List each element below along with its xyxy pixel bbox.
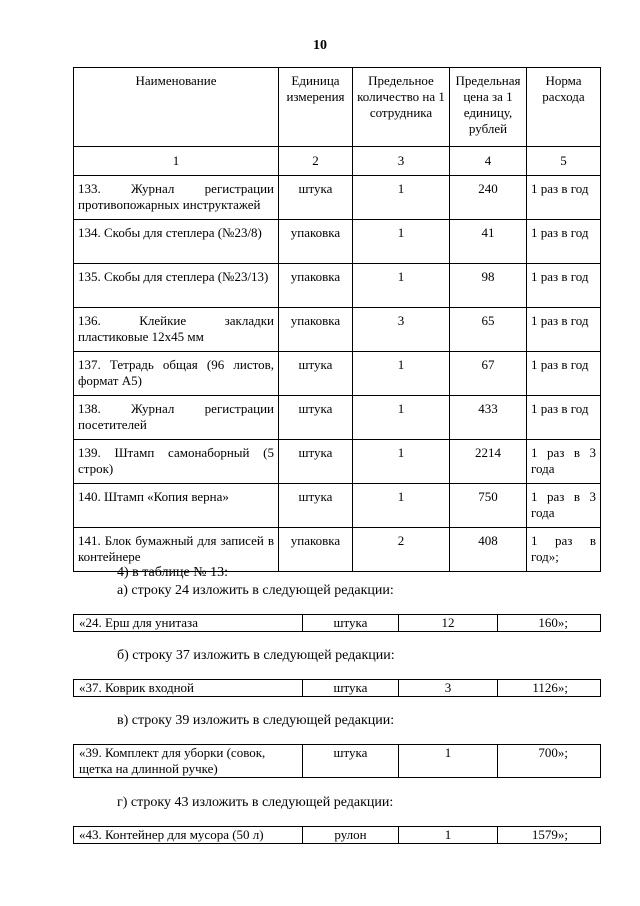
header-name: Наименование [74,68,279,147]
item-unit: упаковка [279,220,353,264]
item-price: 1126»; [498,680,601,697]
item-unit: штука [303,745,399,778]
item-name: 133. Журнал регистрации противопожарных инструктажей [74,176,279,220]
table-row [74,220,601,264]
item-unit: штука [303,615,399,632]
item-name: «24. Ерш для унитаза [74,615,303,632]
item-name: 138. Журнал регистрации посетителей [74,396,279,440]
item-name: 139. Штамп самонаборный (5 строк) [74,440,279,484]
item-unit: штука [303,680,399,697]
table-row [74,484,601,528]
column-number: 5 [527,147,601,176]
item-qty: 1 [353,484,450,528]
item-norm: 1 раз в год»; [527,528,601,572]
item-qty: 1 [353,220,450,264]
header-price: Предельная цена за 1 единицу, рублей [450,68,527,147]
item-price: 41 [450,220,527,264]
item-norm: 1 раз в год [527,176,601,220]
item-price: 160»; [498,615,601,632]
replacement-table-43 [73,826,601,844]
item-price: 240 [450,176,527,220]
header-row [74,68,601,147]
item-norm: 1 раз в год [527,352,601,396]
amendment-note: б) строку 37 изложить в следующей редакции: [117,648,395,663]
item-unit: штука [279,484,353,528]
column-number: 2 [279,147,353,176]
item-unit: упаковка [279,264,353,308]
item-unit: упаковка [279,528,353,572]
table-row [74,308,601,352]
item-norm: 1 раз в 3 года [527,484,601,528]
column-number: 1 [74,147,279,176]
table-row [74,440,601,484]
table-row [74,615,601,632]
page-number: 10 [313,38,327,53]
table-row [74,745,601,778]
item-unit: штука [279,440,353,484]
item-norm: 1 раз в 3 года [527,440,601,484]
item-norm: 1 раз в год [527,396,601,440]
table-row [74,352,601,396]
item-name: 137. Тетрадь общая (96 листов, формат А5) [74,352,279,396]
column-number: 4 [450,147,527,176]
table-row [74,827,601,844]
item-name: 136. Клейкие закладки пластиковые 12х45 мм [74,308,279,352]
item-qty: 1 [353,264,450,308]
item-name: 140. Штамп «Копия верна» [74,484,279,528]
table-row [74,396,601,440]
main-table [73,67,601,572]
item-qty: 1 [353,396,450,440]
item-price: 700»; [498,745,601,778]
replacement-table-24 [73,614,601,632]
item-price: 98 [450,264,527,308]
item-qty: 12 [399,615,498,632]
table-row [74,176,601,220]
item-unit: рулон [303,827,399,844]
item-unit: штука [279,176,353,220]
item-price: 2214 [450,440,527,484]
item-price: 433 [450,396,527,440]
amendment-note: в) строку 39 изложить в следующей редакции: [117,713,395,728]
item-unit: упаковка [279,308,353,352]
item-qty: 2 [353,528,450,572]
item-norm: 1 раз в год [527,264,601,308]
item-norm: 1 раз в год [527,308,601,352]
item-qty: 3 [353,308,450,352]
item-name: «43. Контейнер для мусора (50 л) [74,827,303,844]
replacement-table-37 [73,679,601,697]
header-qty: Предельное количество на 1 сотрудника [353,68,450,147]
item-qty: 1 [353,440,450,484]
item-qty: 3 [399,680,498,697]
item-price: 67 [450,352,527,396]
item-name: «39. Комплект для уборки (совок, щетка на длинной ручке) [74,745,303,778]
item-unit: штука [279,396,353,440]
item-price: 750 [450,484,527,528]
item-norm: 1 раз в год [527,220,601,264]
item-name: 134. Скобы для степлера (№23/8) [74,220,279,264]
item-name: 141. Блок бумажный для записей в контейнере [74,528,279,572]
table-row [74,680,601,697]
column-number: 3 [353,147,450,176]
item-qty: 1 [399,745,498,778]
item-price: 1579»; [498,827,601,844]
item-qty: 1 [399,827,498,844]
replacement-table-39 [73,744,601,778]
item-name: 135. Скобы для степлера (№23/13) [74,264,279,308]
item-unit: штука [279,352,353,396]
header-norm: Норма расхода [527,68,601,147]
table-row [74,264,601,308]
item-name: «37. Коврик входной [74,680,303,697]
amendment-note: а) строку 24 изложить в следующей редакции: [117,583,394,598]
amendment-note: г) строку 43 изложить в следующей редакции: [117,795,394,810]
column-number-row [74,147,601,176]
item-price: 65 [450,308,527,352]
amendment-note: 4) в таблице № 13: [117,565,228,580]
header-unit: Единица измерения [279,68,353,147]
item-qty: 1 [353,176,450,220]
item-qty: 1 [353,352,450,396]
item-price: 408 [450,528,527,572]
